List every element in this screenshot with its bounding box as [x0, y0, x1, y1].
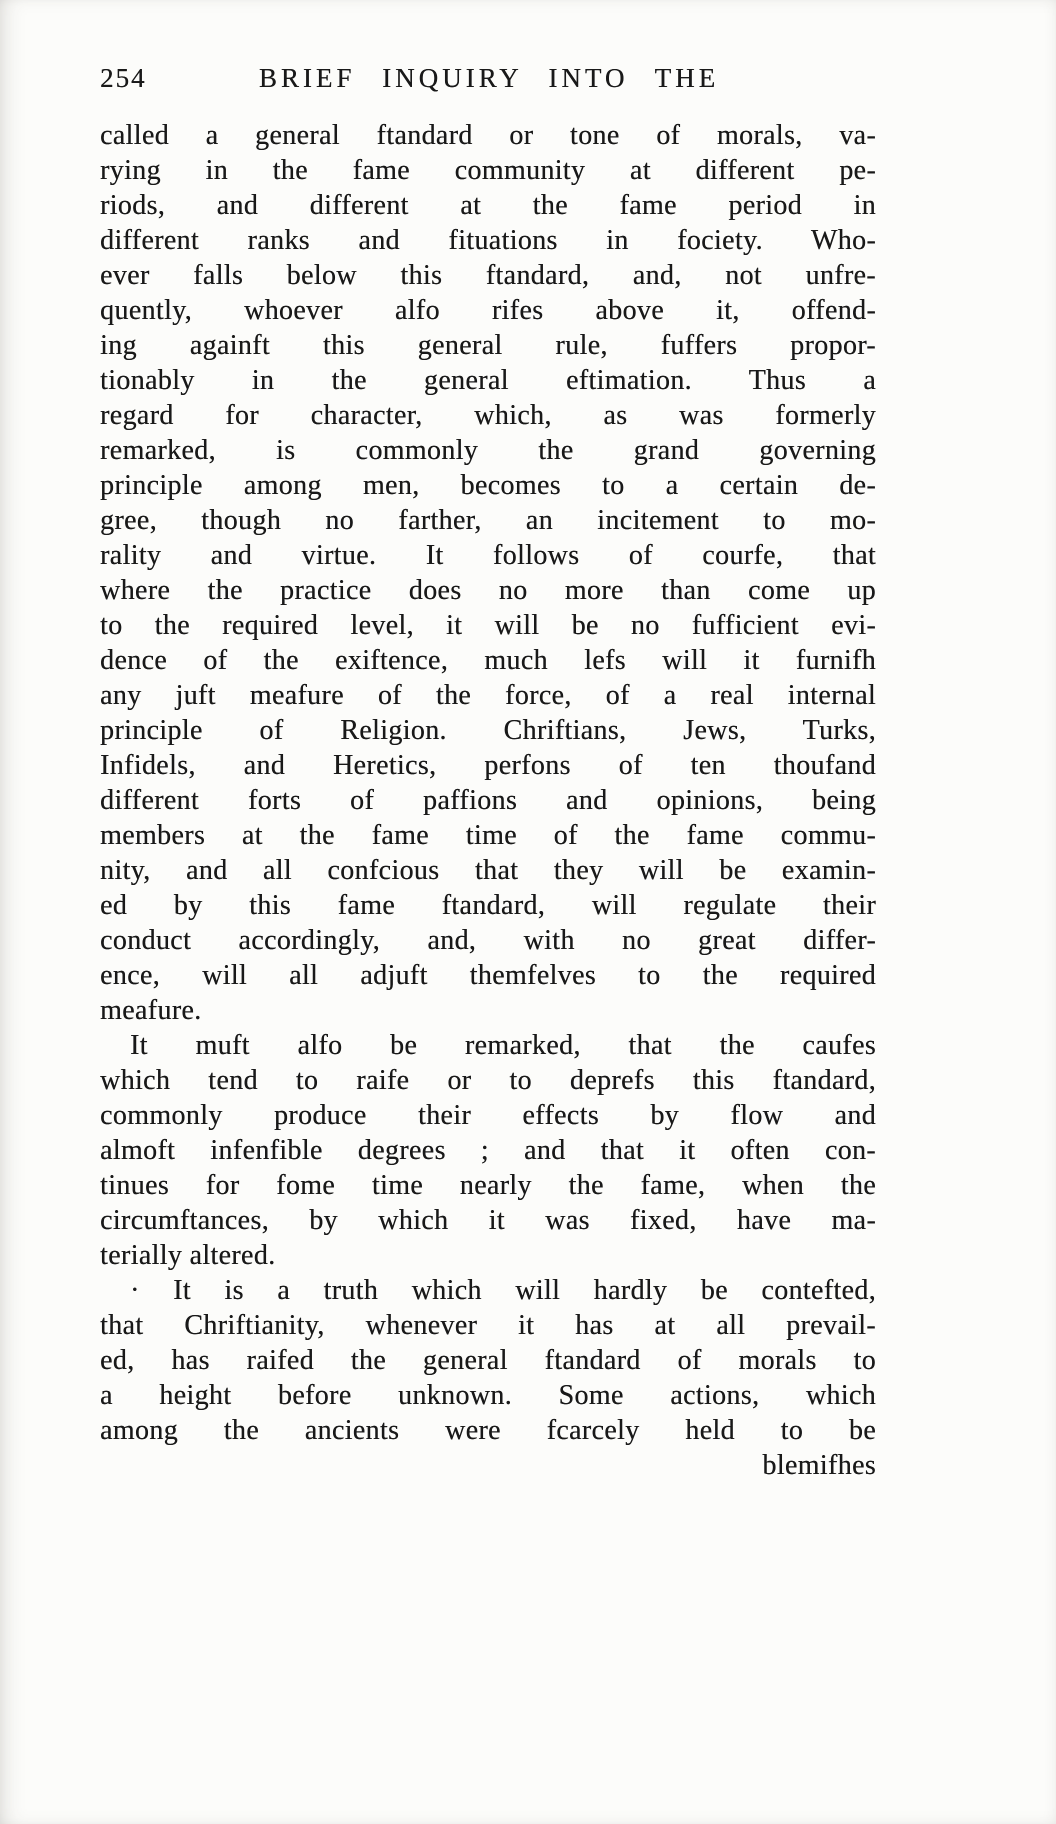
catchword-line	[100, 1448, 876, 1483]
text-line: any juft meafure of the force, of a real internal	[100, 680, 876, 711]
text-line: ence, will all adjuft themfelves to the required	[100, 960, 876, 991]
running-title: BRIEF INQUIRY INTO THE	[258, 63, 720, 93]
text-line: nity, and all confcious that they will be examin-	[100, 855, 876, 886]
text-line: that Chriftianity, whenever it has at all prevail-	[100, 1310, 876, 1341]
text-line: different ranks and fituations in fociety. Who-	[100, 225, 876, 256]
paragraph	[100, 1273, 876, 1448]
text-line: regard for character, which, as was formerly	[100, 400, 876, 431]
page-header	[100, 62, 876, 94]
text-line: dence of the exiftence, much lefs will it furnifh	[100, 645, 876, 676]
text-line: conduct accordingly, and, with no great differ-	[100, 925, 876, 956]
text-line: gree, though no farther, an incitement to mo-	[100, 505, 876, 536]
text-line: remarked, is commonly the grand governing	[100, 435, 876, 466]
text-line: members at the fame time of the fame commu-	[100, 820, 876, 851]
text-line: ever falls below this ftandard, and, not unfre-	[100, 260, 876, 291]
page-content	[100, 62, 876, 1483]
text-line: where the practice does no more than come up	[100, 575, 876, 606]
text-line: quently, whoever alfo rifes above it, offend-	[100, 295, 876, 326]
paragraph	[100, 118, 876, 1028]
text-line: different forts of paffions and opinions, being	[100, 785, 876, 816]
text-line: rality and virtue. It follows of courfe, that	[100, 540, 876, 571]
text-line: It muft alfo be remarked, that the caufes	[130, 1030, 876, 1061]
text-line: Infidels, and Heretics, perfons of ten thoufand	[100, 750, 876, 781]
text-line: terially altered.	[100, 1240, 276, 1271]
text-line: a height before unknown. Some actions, which	[100, 1380, 876, 1411]
text-line: principle of Religion. Chriftians, Jews, Turks,	[100, 715, 876, 746]
text-line: ed, has raifed the general ftandard of morals to	[100, 1345, 876, 1376]
text-line: · It is a truth which will hardly be contefted,	[130, 1275, 876, 1306]
text-line: among the ancients were fcarcely held to be	[100, 1415, 876, 1446]
paragraph	[100, 1028, 876, 1273]
catchword: blemifhes	[762, 1450, 876, 1481]
text-line: meafure.	[100, 995, 202, 1026]
page-number: 254	[100, 63, 147, 93]
text-line: tinues for fome time nearly the fame, when the	[100, 1170, 876, 1201]
text-line: called a general ftandard or tone of morals, va-	[100, 120, 876, 151]
text-line: rying in the fame community at different pe-	[100, 155, 876, 186]
page-body	[100, 118, 876, 1448]
text-line: to the required level, it will be no fufficient evi-	[100, 610, 876, 641]
text-line: which tend to raife or to deprefs this ftandard,	[100, 1065, 876, 1096]
text-line: circumftances, by which it was fixed, have ma-	[100, 1205, 876, 1236]
text-line: ing againft this general rule, fuffers propor-	[100, 330, 876, 361]
text-line: almoft infenfible degrees ; and that it often con-	[100, 1135, 876, 1166]
text-line: ed by this fame ftandard, will regulate their	[100, 890, 876, 921]
text-line: tionably in the general eftimation. Thus a	[100, 365, 876, 396]
text-line: principle among men, becomes to a certain de-	[100, 470, 876, 501]
text-line: commonly produce their effects by flow and	[100, 1100, 876, 1131]
text-line: riods, and different at the fame period in	[100, 190, 876, 221]
